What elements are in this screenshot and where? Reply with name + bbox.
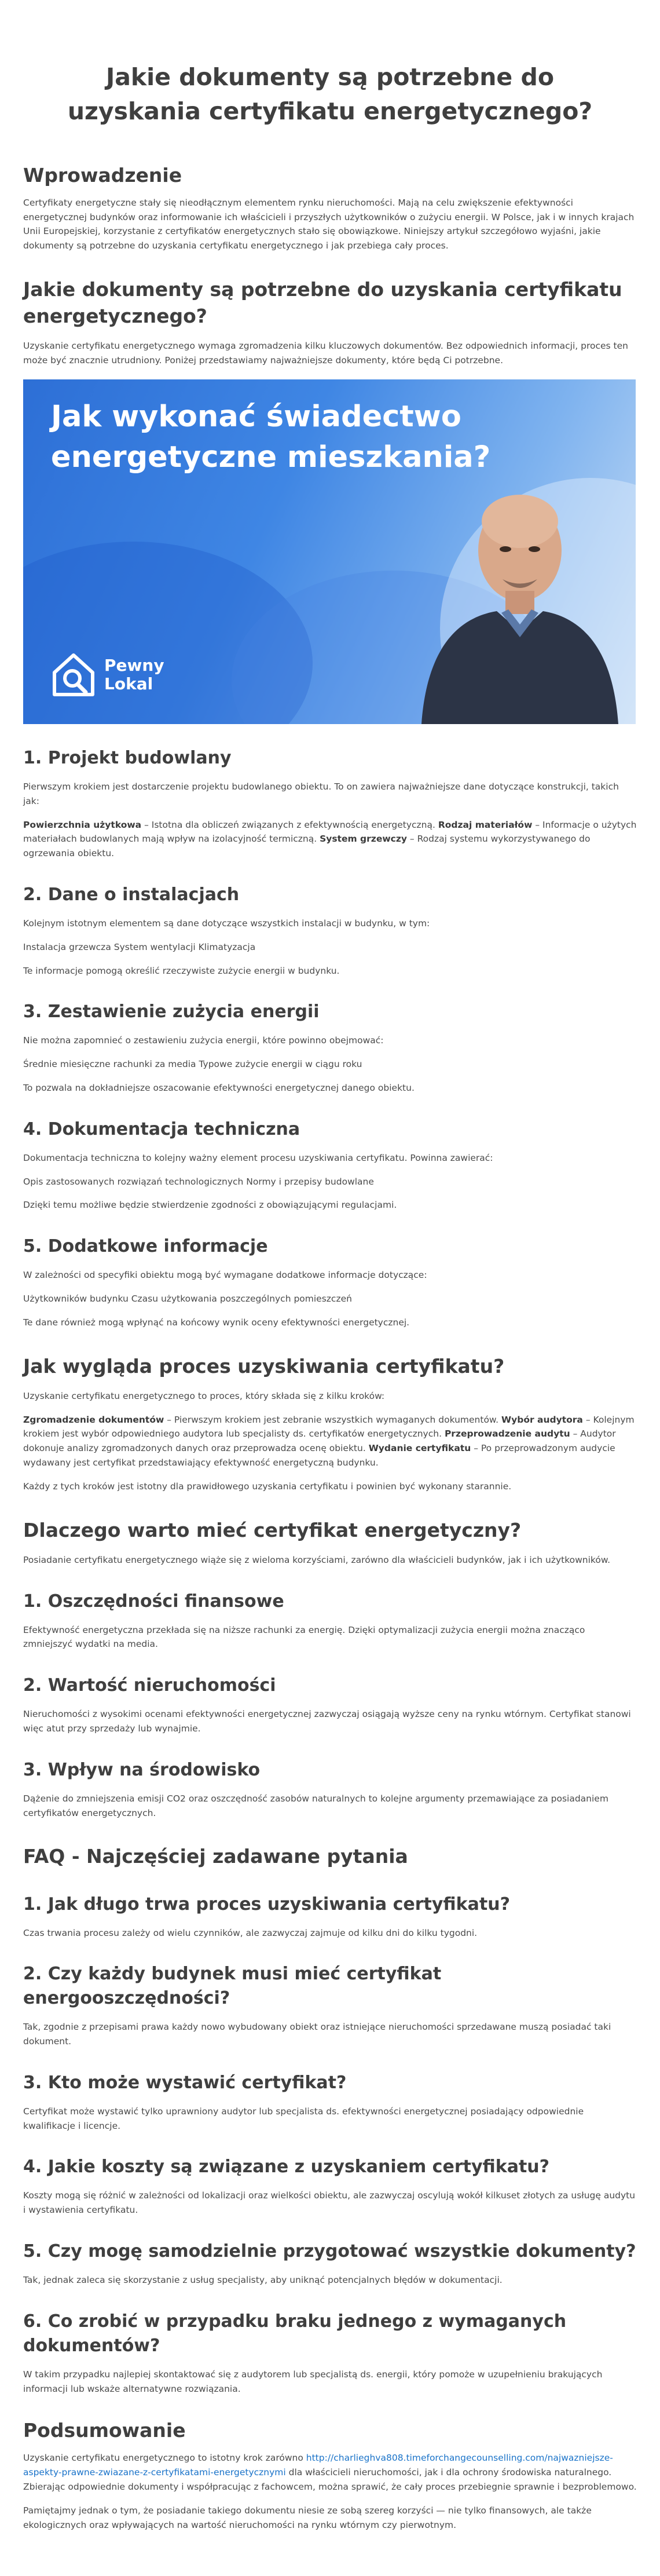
process-heading: Jak wygląda proces uzyskiwania certyfikatu?: [23, 1354, 505, 1377]
faq-question-2: 2. Czy każdy budynek musi mieć certyfikat energooszczędności?: [23, 1964, 442, 2009]
section-5-paragraph: W zależności od specyfiki obiektu mogą być wymagane dodatkowe informacje dotyczące:: [23, 1270, 427, 1281]
summary-paragraph-2: Pamiętajmy jednak o tym, że posiadanie takiego dokumentu niesie ze sobą szereg korzyści — nie tylko finansowych, ale także ekologicznych oraz wpływających na wartość nieruchomości na rynku wtórnym czy pierwotnym.: [23, 2505, 592, 2530]
process-paragraph: Uzyskanie certyfikatu energetycznego to proces, który składa się z kilku kroków:: [23, 1390, 385, 1401]
section-4-heading: 4. Dokumentacja techniczna: [23, 1119, 300, 1139]
section-3-heading: 3. Zestawienie zużycia energii: [23, 1002, 320, 1022]
summary-text: Uzyskanie certyfikatu energetycznego to istotny krok zarówno: [23, 2453, 306, 2464]
faq-question-5: 5. Czy mogę samodzielnie przygotować wszystkie dokumenty?: [23, 2241, 636, 2262]
benefit-3-heading: 3. Wpływ na środowisko: [23, 1759, 261, 1780]
benefit-2-heading: 2. Wartość nieruchomości: [23, 1675, 276, 1696]
step-label: Przeprowadzenie audytu: [444, 1428, 570, 1439]
faq-heading: FAQ - Najczęściej zadawane pytania: [23, 1845, 408, 1868]
why-heading: Dlaczego warto mieć certyfikat energetyczny?: [23, 1518, 522, 1541]
faq-answer-6: W takim przypadku najlepiej skontaktować się z audytorem lub specjalistą ds. energii, który pomoże w uzupełnieniu brakujących informacji lub wskaże alternatywne rozwiązania.: [23, 2369, 603, 2394]
faq-answer-4: Koszty mogą się różnić w zależności od lokalizacji oraz wielkości obiektu, ale zazwyczaj oscylują wokół kilkuset złotych za usługę audytu i wystawienia certyfikatu.: [23, 2190, 636, 2216]
why-paragraph: Posiadanie certyfikatu energetycznego wiąże się z wieloma korzyściami, zarówno dla właścicieli budynków, jak i ich użytkowników.: [23, 1554, 611, 1565]
faq-answer-2: Tak, zgodnie z przepisami prawa każdy nowo wybudowany obiekt oraz istniejące nieruchomości sprzedawane muszą posiadać taki dokument.: [23, 2022, 611, 2047]
faq-question-3: 3. Kto może wystawić certyfikat?: [23, 2072, 347, 2093]
step-text: – Audytor dokonuje analizy zgromadzonych danych oraz przeprowadza ocenę obiektu.: [23, 1428, 616, 1454]
step-label: Wybór audytora: [501, 1414, 583, 1425]
section-5-outro: Te dane również mogą wpłynąć na końcowy wynik oceny efektywności energetycznej.: [23, 1317, 410, 1328]
benefit-1-paragraph: Efektywność energetyczna przekłada się na niższe rachunki za energię. Dzięki optymalizacji zużycia energii można znacząco zmniejszyć wydatki na media.: [23, 1624, 585, 1650]
item-label: Powierzchnia użytkowa: [23, 819, 142, 830]
item-label: Rodzaj materiałów: [438, 819, 533, 830]
documents-paragraph: Uzyskanie certyfikatu energetycznego wymaga zgromadzenia kilku kluczowych dokumentów. Bez odpowiednich informacji, proces ten może być znacznie utrudniony. Poniżej przedstawiamy najważniejsze dokumenty, które będą Ci potrzebne.: [23, 341, 628, 366]
section-2-list: Instalacja grzewcza System wentylacji Klimatyzacja: [23, 941, 256, 952]
section-5-list: Użytkowników budynku Czasu użytkowania poszczególnych pomieszczeń: [23, 1293, 352, 1304]
intro-heading: Wprowadzenie: [23, 163, 182, 187]
logo-text: [104, 656, 164, 693]
section-5-heading: 5. Dodatkowe informacje: [23, 1236, 268, 1257]
item-text: – Istotna dla obliczeń związanych z efektywnością energetyczną.: [141, 819, 438, 830]
summary-text: dla właścicieli nieruchomości, jak i dla ochrony środowiska naturalnego. Zbierając odpowiednie dokumenty i współpracując z fachowcem, można sprawić, że cały proces przebiegnie sprawnie i bezproblemowo.: [23, 2467, 637, 2493]
item-text: – Informacje o użytych materiałach budowlanych mają wpływ na izolacyjność termiczną.: [23, 819, 637, 845]
faq-question-6: 6. Co zrobić w przypadku braku jednego z wymaganych dokumentów?: [23, 2311, 567, 2356]
step-text: – Po przeprowadzonym audycie wydawany jest certyfikat przedstawiający efektywność energetyczną budynku.: [23, 1443, 615, 1468]
item-label: System grzewczy: [320, 834, 407, 845]
presenter-photo: [410, 481, 618, 724]
section-3-paragraph: Nie można zapomnieć o zestawieniu zużycia energii, które powinno obejmować:: [23, 1035, 384, 1046]
step-label: Wydanie certyfikatu: [368, 1443, 471, 1454]
summary-link[interactable]: http://charlieghva808.timeforchangecounselling.com/najwazniejsze-aspekty-prawne-zwiazane-z-certyfikatami-energetycznymi: [23, 2453, 613, 2478]
benefit-3-paragraph: Dążenie do zmniejszenia emisji CO2 oraz oszczędność zasobów naturalnych to kolejne argumenty przemawiające za posiadaniem certyfikatów energetycznych.: [23, 1793, 608, 1818]
faq-answer-1: Czas trwania procesu zależy od wielu czynników, ale zazwyczaj zajmuje od kilku dni do kilku tygodni.: [23, 1927, 478, 1938]
section-1-paragraph: Pierwszym krokiem jest dostarczenie projektu budowlanego obiektu. To on zawiera najważniejsze dane dotyczące konstrukcji, takich jak:: [23, 781, 619, 806]
benefit-1-heading: 1. Oszczędności finansowe: [23, 1591, 284, 1612]
logo-line-1: Pewny: [104, 655, 164, 675]
faq-answer-5: Tak, jednak zaleca się skorzystanie z usług specjalisty, aby uniknąć potencjalnych błędów w dokumentacji.: [23, 2275, 503, 2286]
faq-question-4: 4. Jakie koszty są związane z uzyskaniem certyfikatu?: [23, 2157, 550, 2177]
process-steps: [23, 1413, 637, 1470]
summary-paragraph: [23, 2451, 637, 2494]
faq-question-1: 1. Jak długo trwa proces uzyskiwania certyfikatu?: [23, 1894, 510, 1914]
section-2-heading: 2. Dane o instalacjach: [23, 885, 240, 905]
hero-image: [23, 379, 636, 724]
hero-headline: Jak wykonać świadectwo energetyczne mieszkania?: [51, 400, 491, 475]
section-3-list: Średnie miesięczne rachunki za media Typowe zużycie energii w ciągu roku: [23, 1059, 362, 1070]
faq-answer-3: Certyfikat może wystawić tylko uprawniony audytor lub specjalista ds. efektywności energetycznej posiadający odpowiednie kwalifikacje i licencje.: [23, 2106, 584, 2131]
section-2-paragraph: Kolejnym istotnym elementem są dane dotyczące wszystkich instalacji w budynku, w tym:: [23, 918, 430, 929]
intro-paragraph: Certyfikaty energetyczne stały się nieodłącznym elementem rynku nieruchomości. Mają na celu zwiększenie efektywności energetycznej budynków oraz informowanie ich właścicieli i przyszłych użytkowników o zużyciu energii. W Polsce, jak i w innych krajach Unii Europejskiej, korzystanie z certyfikatów energetycznych stało się obowiązkowe. Niniejszy artykuł szczegółowo wyjaśni, jakie dokumenty są potrzebne do uzyskania certyfikatu energetycznego i jak przebiega cały proces.: [23, 197, 635, 251]
article: [23, 0, 637, 2576]
section-4-paragraph: Dokumentacja techniczna to kolejny ważny element procesu uzyskiwania certyfikatu. Powinna zawierać:: [23, 1152, 493, 1163]
step-label: Zgromadzenie dokumentów: [23, 1414, 164, 1425]
section-1-heading: 1. Projekt budowlany: [23, 748, 232, 769]
summary-heading: Podsumowanie: [23, 2419, 186, 2442]
page-title: Jakie dokumenty są potrzebne do uzyskania certyfikatu energetycznego?: [67, 63, 593, 126]
section-3-outro: To pozwala na dokładniejsze oszacowanie efektywności energetycznej danego obiektu.: [23, 1083, 415, 1093]
step-text: – Pierwszym krokiem jest zebranie wszystkich wymaganych dokumentów.: [164, 1414, 502, 1425]
logo-line-2: Lokal: [104, 674, 153, 694]
house-magnifier-icon: [51, 652, 96, 698]
section-4-outro: Dzięki temu możliwe będzie stwierdzenie zgodności z obowiązującymi regulacjami.: [23, 1200, 397, 1211]
item-text: – Rodzaj systemu wykorzystywanego do ogrzewania obiektu.: [23, 834, 591, 859]
benefit-2-paragraph: Nieruchomości z wysokimi ocenami efektywności energetycznej zazwyczaj osiągają wyższe ceny na rynku wtórnym. Certyfikat stanowi więc atut przy sprzedaży lub wynajmie.: [23, 1709, 631, 1734]
step-text: – Kolejnym krokiem jest wybór odpowiedniego audytora lub specjalisty ds. certyfikatów energetycznych.: [23, 1414, 635, 1439]
section-1-items: [23, 818, 637, 861]
process-outro: Każdy z tych kroków jest istotny dla prawidłowego uzyskania certyfikatu i powinien być wykonany starannie.: [23, 1481, 512, 1492]
pewny-lokal-logo: [51, 652, 164, 698]
documents-heading: Jakie dokumenty są potrzebne do uzyskania certyfikatu energetycznego?: [23, 278, 622, 328]
section-4-list: Opis zastosowanych rozwiązań technologicznych Normy i przepisy budowlane: [23, 1176, 374, 1187]
section-2-outro: Te informacje pomogą określić rzeczywiste zużycie energii w budynku.: [23, 965, 340, 976]
